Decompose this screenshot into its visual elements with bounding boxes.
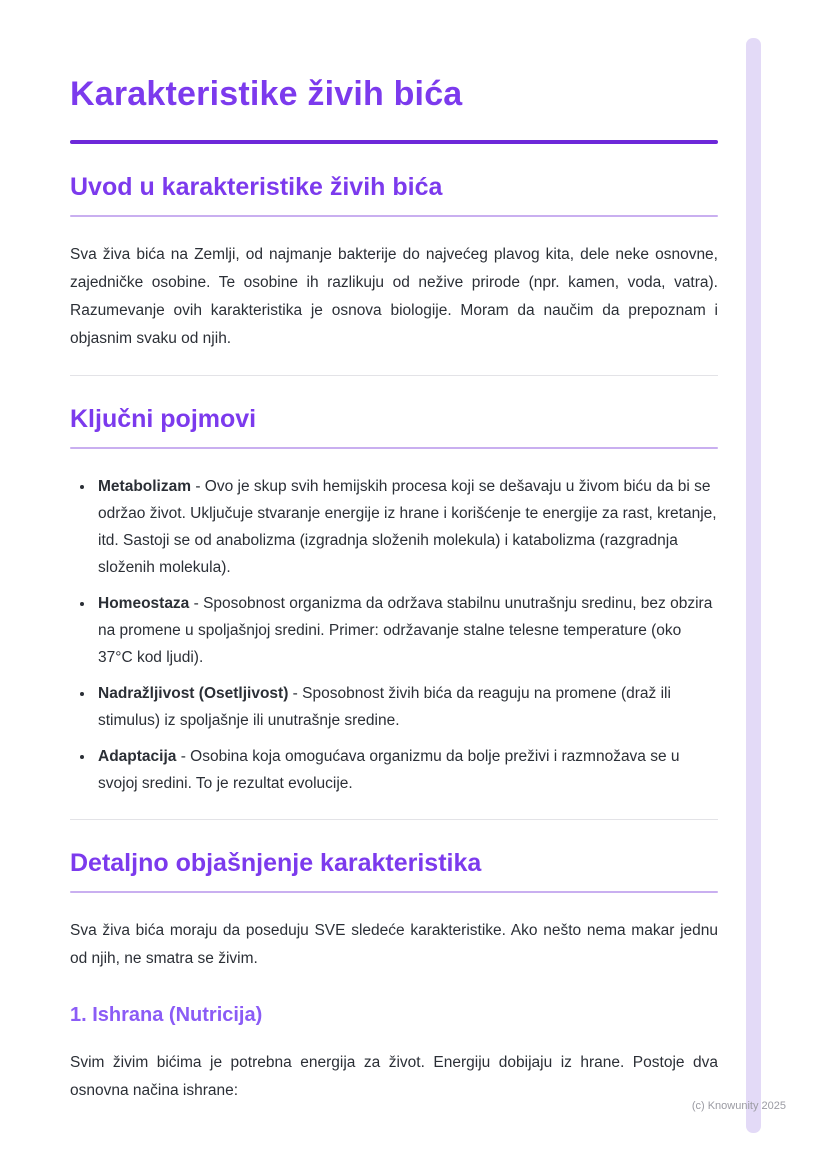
detaljno-paragraph: Sva živa bića moraju da poseduju SVE sledeće karakteristike. Ako nešto nema makar jednu od njih, ne smatra se živim. [70,922,718,968]
title-rule [70,140,718,144]
ishrana-paragraph: Svim živim bićima je potrebna energija za život. Energiju dobijaju iz hrane. Postoje dva osnovna načina ishrane: [70,1054,718,1100]
section-divider [70,819,718,820]
term-label: Adaptacija [98,748,177,766]
heading-rule [70,891,718,893]
section-heading-uvod: Uvod u karakteristike živih bića [70,173,443,202]
section-divider [70,375,718,376]
scrollbar[interactable] [746,38,761,1133]
page-title: Karakteristike živih bića [70,75,463,113]
section-heading-detaljno: Detaljno objašnjenje karakteristika [70,849,482,878]
term-label: Nadražljivost (Osetljivost) [98,685,289,703]
term-definition: - Sposobnost živih bića da reaguju na promene (draž ili stimulus) iz spoljašnje ili unutrašnje sredine. [98,685,671,730]
intro-paragraph: Sva živa bića na Zemlji, od najmanje bakterije do najvećeg plavog kita, dele neke osnovne, zajedničke osobine. Te osobine ih razlikuju od nežive prirode (npr. kamen, voda, vatra). Razumevanje ovih karakteristika je osnova biologije. Moram da naučim da prepoznam i objasnim svaku od njih. [70,246,718,348]
section-heading-kljucni-pojmovi: Ključni pojmovi [70,405,257,434]
section-detaljno-objasnjenje [70,848,718,1105]
term-label: Metabolizam [98,478,192,496]
list-item [95,473,718,581]
term-definition: - Sposobnost organizma da održava stabilnu unutrašnju sredinu, bez obzira na promene u spoljašnjoj sredini. Primer: održavanje stalne telesne temperature (oko 37°C kod ljudi). [98,595,713,667]
list-item [95,743,718,797]
heading-rule [70,447,718,449]
key-terms-list [70,473,718,797]
list-item [95,680,718,734]
term-definition: - Osobina koja omogućava organizmu da bolje preživi i razmnožava se u svojoj sredini. To je rezultat evolucije. [98,748,680,793]
section-kljucni-pojmovi [70,404,718,797]
subsection-heading-ishrana: 1. Ishrana (Nutricija) [70,1004,263,1027]
footer-copyright: (c) Knowunity 2025 [691,1100,786,1112]
section-uvod [70,172,718,353]
term-label: Homeostaza [98,595,190,613]
heading-rule [70,215,718,217]
list-item [95,590,718,671]
term-definition: - Ovo je skup svih hemijskih procesa koji se dešavaju u živom biću da bi se održao život. Uključuje stvaranje energije iz hrane i korišćenje te energije za rast, kretanje, itd. Sastoji se od anabolizma (izgradnja složenih molekula) i katabolizma (razgradnja složenih molekula). [98,478,717,577]
